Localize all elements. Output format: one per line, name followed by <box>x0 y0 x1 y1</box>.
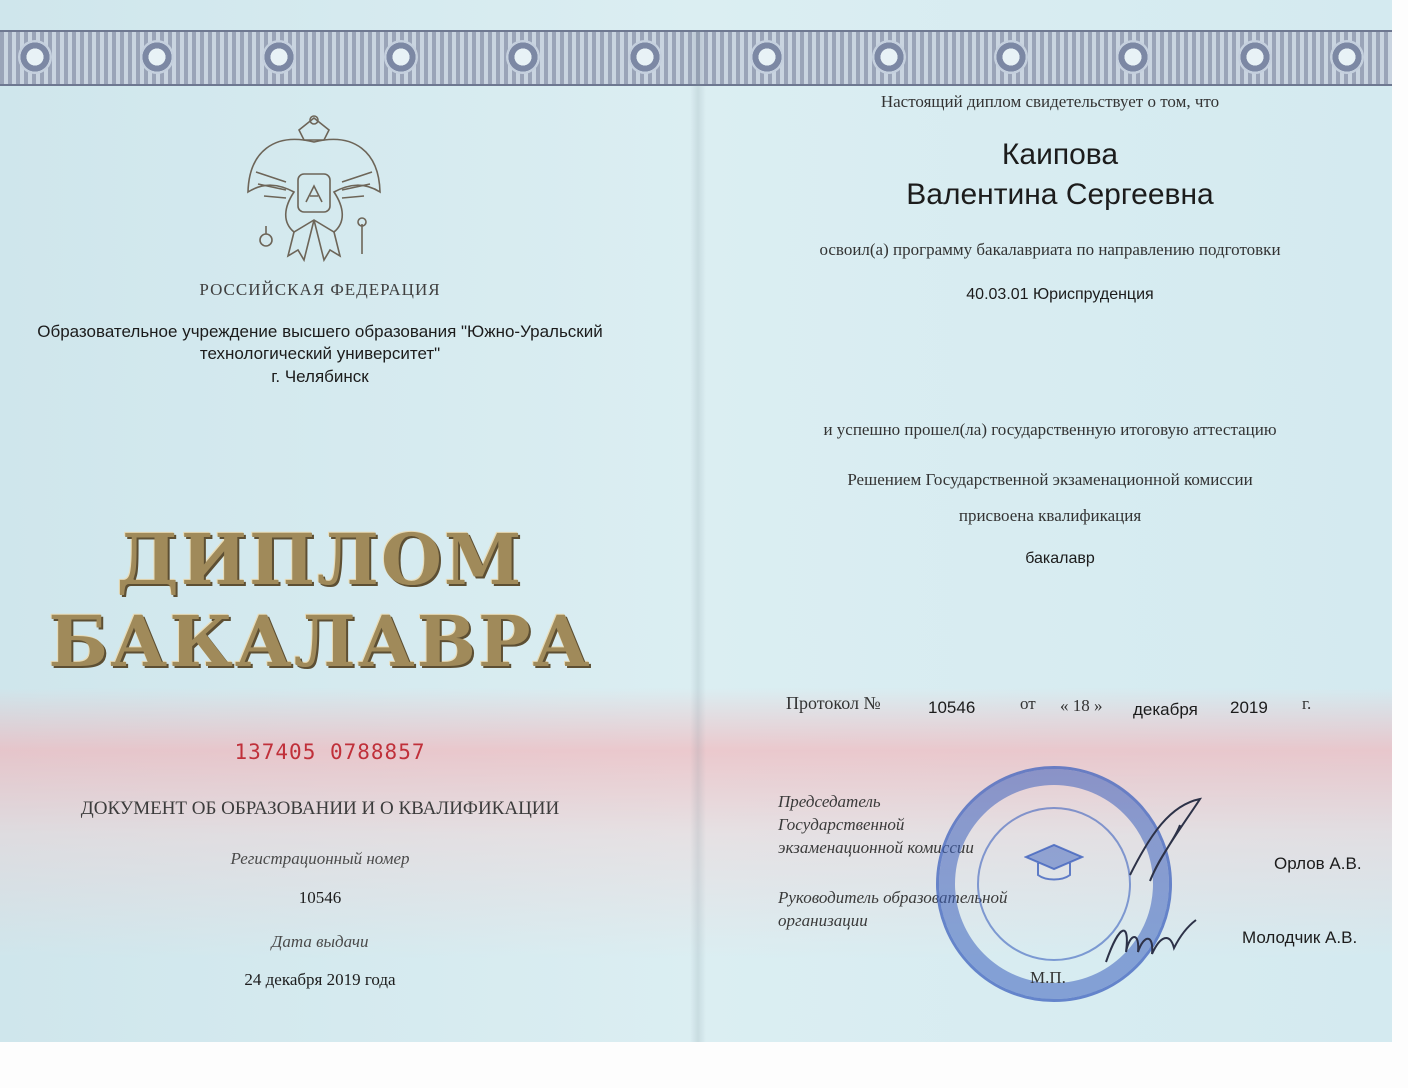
institution-line-1: Образовательное учреждение высшего образования "Южно-Уральский <box>37 322 603 341</box>
issue-date: 24 декабря 2019 года <box>244 970 396 989</box>
head-title-line-2: организации <box>778 911 868 930</box>
page-fold <box>690 30 706 1042</box>
protocol-from: от <box>1020 694 1036 713</box>
protocol-year: 2019 <box>1230 698 1268 717</box>
title-line-1: ДИПЛОМ <box>116 518 524 601</box>
chair-signature <box>1120 795 1210 885</box>
country-name: РОССИЙСКАЯ ФЕДЕРАЦИЯ <box>199 280 441 299</box>
institution-line-2: технологический университет" <box>199 344 441 363</box>
registration-number: 10546 <box>298 888 342 907</box>
qualification-intro: присвоена квалификация <box>958 506 1142 525</box>
protocol-day: « 18 » <box>1060 696 1103 715</box>
protocol-label: Протокол № <box>786 693 881 713</box>
head-name: Молодчик А.В. <box>1242 928 1358 947</box>
program-name: 40.03.01 Юриспруденция <box>966 286 1154 303</box>
coat-of-arms-icon <box>244 112 384 274</box>
attestation-text: и успешно прошел(ла) государственную итоговую аттестацию <box>823 420 1277 439</box>
qualification: бакалавр <box>1025 550 1095 567</box>
chair-title-line-1: Председатель <box>778 792 881 811</box>
decision-text: Решением Государственной экзаменационной комиссии <box>847 470 1253 489</box>
document-type: ДОКУМЕНТ ОБ ОБРАЗОВАНИИ И О КВАЛИФИКАЦИИ <box>80 798 560 819</box>
graduate-surname: Каипова <box>1001 138 1119 171</box>
protocol-month: декабря <box>1133 700 1198 719</box>
city: г. Челябинск <box>271 367 369 386</box>
chair-title-line-3: экзаменационной комиссии <box>778 838 974 857</box>
chair-title-line-2: Государственной <box>778 815 905 834</box>
head-title-line-1: Руководитель образовательной <box>778 888 1008 907</box>
intro-text: Настоящий диплом свидетельствует о том, что <box>880 92 1220 111</box>
chair-name: Орлов А.В. <box>1274 854 1362 873</box>
graduation-cap-icon <box>1024 839 1084 889</box>
seal-mark: М.П. <box>1030 968 1066 987</box>
protocol-year-suffix: г. <box>1302 694 1312 713</box>
issue-date-label: Дата выдачи <box>271 932 369 951</box>
registration-label: Регистрационный номер <box>230 849 410 868</box>
head-signature <box>1100 912 1200 982</box>
program-intro: освоил(а) программу бакалавриата по направлению подготовки <box>819 240 1281 259</box>
title-line-2: БАКАЛАВРА <box>48 600 592 683</box>
protocol-number: 10546 <box>928 698 976 717</box>
graduate-given-names: Валентина Сергеевна <box>906 178 1214 211</box>
serial-number: 137405 0788857 <box>234 740 426 764</box>
